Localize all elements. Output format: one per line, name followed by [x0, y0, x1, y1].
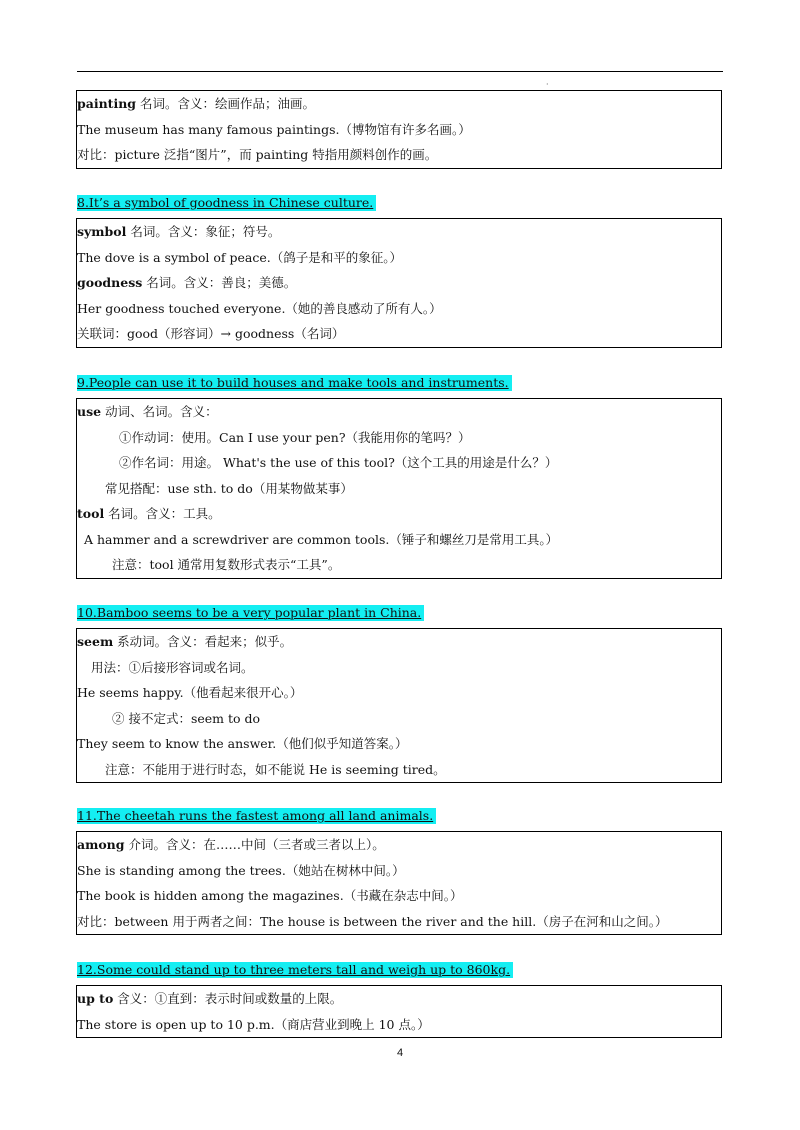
- related-word-text: 关联词：good（形容词）→ goodness（名词）: [77, 326, 345, 341]
- comparison-text: 对比：between 用于两者之间：The house is between the river and the hill.（房子在河和山之间。）: [77, 913, 668, 929]
- term: among: [77, 837, 125, 852]
- definition-text: 系动词。含义：看起来；似乎。: [113, 634, 293, 649]
- sentence-heading-10: 10.Bamboo seems to be a very popular plant in China.: [77, 605, 424, 621]
- note-line: [77, 270, 721, 296]
- note-line: [77, 245, 721, 271]
- definition-text: 动词、名词。含义：: [101, 404, 218, 419]
- definition-text: 名词。含义：绘画作品；油画。: [136, 96, 316, 111]
- example-text: He seems happy.（他看起来很开心。）: [77, 685, 303, 700]
- note-line: [77, 731, 721, 757]
- usage-text: ①作动词：使用。Can I use your pen?（我能用你的笔吗？）: [119, 429, 471, 445]
- usage-text: 用法：①后接形容词或名词。: [91, 659, 254, 675]
- term: tool: [77, 506, 105, 521]
- sentence-heading-11: 11.The cheetah runs the fastest among all land animals.: [77, 808, 436, 824]
- note-line: [77, 219, 721, 245]
- note-line: [77, 986, 721, 1012]
- note-line: [77, 680, 721, 706]
- note-box-among: [76, 831, 722, 935]
- term: up to: [77, 991, 114, 1006]
- collocation-text: 常见搭配：use sth. to do（用某物做某事）: [105, 480, 353, 496]
- note-box-up-to: [76, 985, 722, 1038]
- example-text: Her goodness touched everyone.（她的善良感动了所有人。）: [77, 300, 442, 316]
- example-text: A hammer and a screwdriver are common tools.（锤子和螺丝刀是常用工具。）: [84, 531, 559, 547]
- note-box-seem: [76, 628, 722, 783]
- definition-text: 名词。含义：象征；符号。: [126, 224, 281, 239]
- note-line: [77, 832, 721, 858]
- page-number: 4: [396, 1047, 404, 1059]
- note-line: [77, 450, 721, 476]
- sentence-heading-8: 8.It’s a symbol of goodness in Chinese culture.: [77, 195, 376, 211]
- comparison-text: 对比：picture 泛指“图片”，而 painting 特指用颜料创作的画。: [77, 147, 438, 162]
- term: goodness: [77, 275, 143, 290]
- note-line: [77, 501, 721, 527]
- definition-text: 名词。含义：工具。: [104, 506, 221, 521]
- header-dot: ·: [546, 80, 549, 89]
- note-line: [77, 858, 721, 884]
- note-text: 注意：tool 通常用复数形式表示“工具”。: [112, 557, 341, 572]
- term: painting: [77, 96, 137, 111]
- note-line: [77, 552, 721, 578]
- sentence-heading-9: 9.People can use it to build houses and make tools and instruments.: [77, 375, 512, 391]
- term: seem: [77, 634, 114, 649]
- note-text: 注意：不能用于进行时态，如不能说 He is seeming tired。: [105, 761, 446, 777]
- example-text: The museum has many famous paintings.（博物馆有许多名画。）: [77, 121, 471, 137]
- note-line: [77, 909, 721, 935]
- example-text: They seem to know the answer.（他们似乎知道答案。）: [77, 736, 408, 751]
- note-box-use: [76, 398, 722, 579]
- note-line: [77, 883, 721, 909]
- note-line: [77, 142, 721, 168]
- note-line: [77, 321, 721, 347]
- example-text: The book is hidden among the magazines.（书藏在杂志中间。）: [77, 888, 463, 903]
- note-line: [77, 296, 721, 322]
- header-rule: [77, 71, 723, 72]
- note-line: [77, 655, 721, 681]
- term: use: [77, 404, 102, 419]
- sentence-heading-12: 12.Some could stand up to three meters tall and weigh up to 860kg.: [77, 962, 513, 978]
- note-box-painting: [76, 90, 722, 169]
- note-line: [77, 399, 721, 425]
- note-line: [77, 91, 721, 117]
- note-line: [77, 629, 721, 655]
- example-text: She is standing among the trees.（她站在树林中间。）: [77, 862, 405, 878]
- note-line: [77, 527, 721, 553]
- note-line: [77, 476, 721, 502]
- definition-text: 名词。含义：善良；美德。: [142, 275, 297, 290]
- term: symbol: [77, 224, 127, 239]
- definition-text: 介词。含义：在……中间（三者或三者以上）。: [124, 837, 385, 852]
- note-line: [77, 425, 721, 451]
- note-line: [77, 1012, 721, 1038]
- note-box-symbol: [76, 218, 722, 348]
- definition-text: 含义：①直到：表示时间或数量的上限。: [113, 991, 343, 1006]
- example-text: The store is open up to 10 p.m.（商店营业到晚上 10 点。）: [77, 1016, 430, 1032]
- example-text: The dove is a symbol of peace.（鸽子是和平的象征。）: [77, 249, 402, 265]
- note-line: [77, 706, 721, 732]
- note-line: [77, 757, 721, 783]
- usage-text: ② 接不定式：seem to do: [112, 710, 261, 726]
- usage-text: ②作名词：用途。 What's the use of this tool?（这个工具的用途是什么？）: [119, 455, 558, 470]
- note-line: [77, 117, 721, 143]
